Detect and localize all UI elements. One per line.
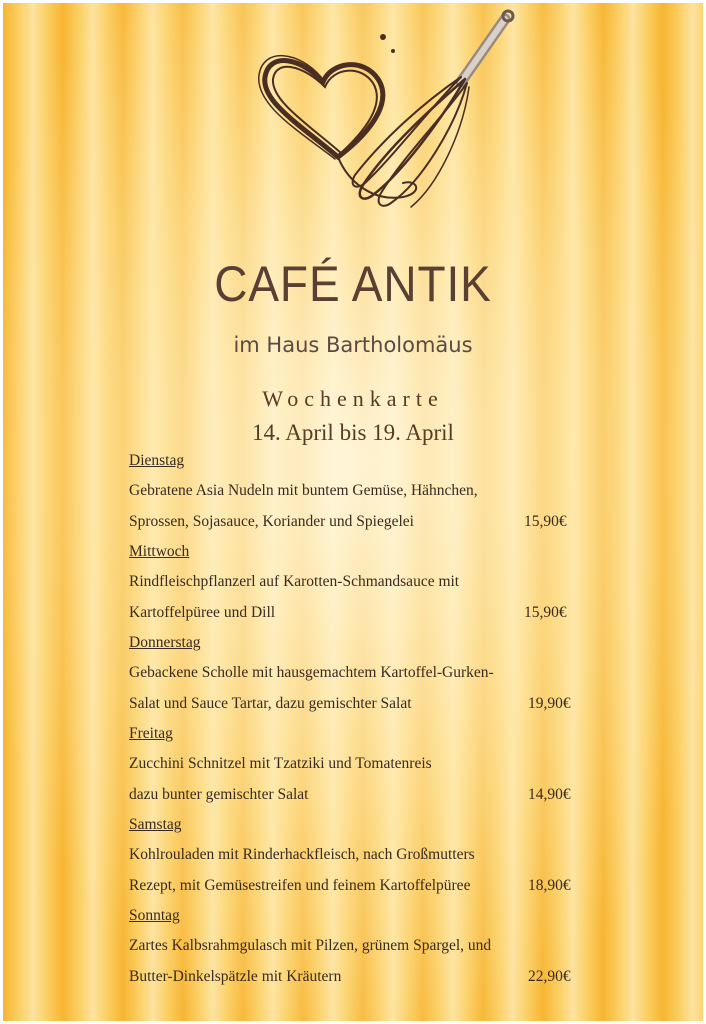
day-heading: Samstag — [129, 816, 182, 833]
dish-line: dazu bunter gemischter Salat — [129, 786, 309, 803]
day-heading: Mittwoch — [129, 543, 190, 560]
menu-page — [3, 3, 703, 1021]
dish-line: Butter-Dinkelspätzle mit Kräutern — [129, 968, 342, 985]
day-heading: Donnerstag — [129, 634, 201, 651]
dish-line: Zartes Kalbsrahmgulasch mit Pilzen, grünem Spargel, und — [129, 937, 492, 954]
dish-price: 14,90€ — [528, 786, 571, 803]
dish-line: Kohlrouladen mit Rinderhackfleisch, nach Großmutters — [129, 846, 475, 863]
dish-line: Zucchini Schnitzel mit Tzatziki und Tomatenreis — [129, 755, 432, 772]
brand-subtitle: im Haus Bartholomäus — [233, 333, 473, 357]
dish-line: Kartoffelpüree und Dill — [129, 604, 276, 621]
menu-heading: Wochenkarte — [262, 386, 444, 411]
dish-price: 22,90€ — [528, 968, 571, 985]
dish-line: Rezept, mit Gemüsestreifen und feinem Kartoffelpüree — [129, 877, 471, 894]
dish-price: 15,90€ — [524, 604, 567, 621]
dish-line: Salat und Sauce Tartar, dazu gemischter Salat — [129, 695, 412, 712]
heart-whisk-logo-icon — [243, 7, 533, 222]
dish-line: Sprossen, Sojasauce, Koriander und Spiegelei — [129, 513, 414, 530]
dish-price: 18,90€ — [528, 877, 571, 894]
brand-name: CAFÉ ANTIK — [214, 256, 492, 312]
dish-line: Gebratene Asia Nudeln mit buntem Gemüse, Hähnchen, — [129, 482, 478, 499]
dish-price: 19,90€ — [528, 695, 571, 712]
dish-price: 15,90€ — [524, 513, 567, 530]
dish-line: Gebackene Scholle mit hausgemachtem Kartoffel-Gurken- — [129, 664, 494, 681]
menu-dates: 14. April bis 19. April — [252, 420, 454, 445]
day-heading: Dienstag — [129, 452, 185, 469]
day-heading: Freitag — [129, 725, 173, 742]
dish-line: Rindfleischpflanzerl auf Karotten-Schmandsauce mit — [129, 573, 460, 590]
day-heading: Sonntag — [129, 907, 180, 924]
